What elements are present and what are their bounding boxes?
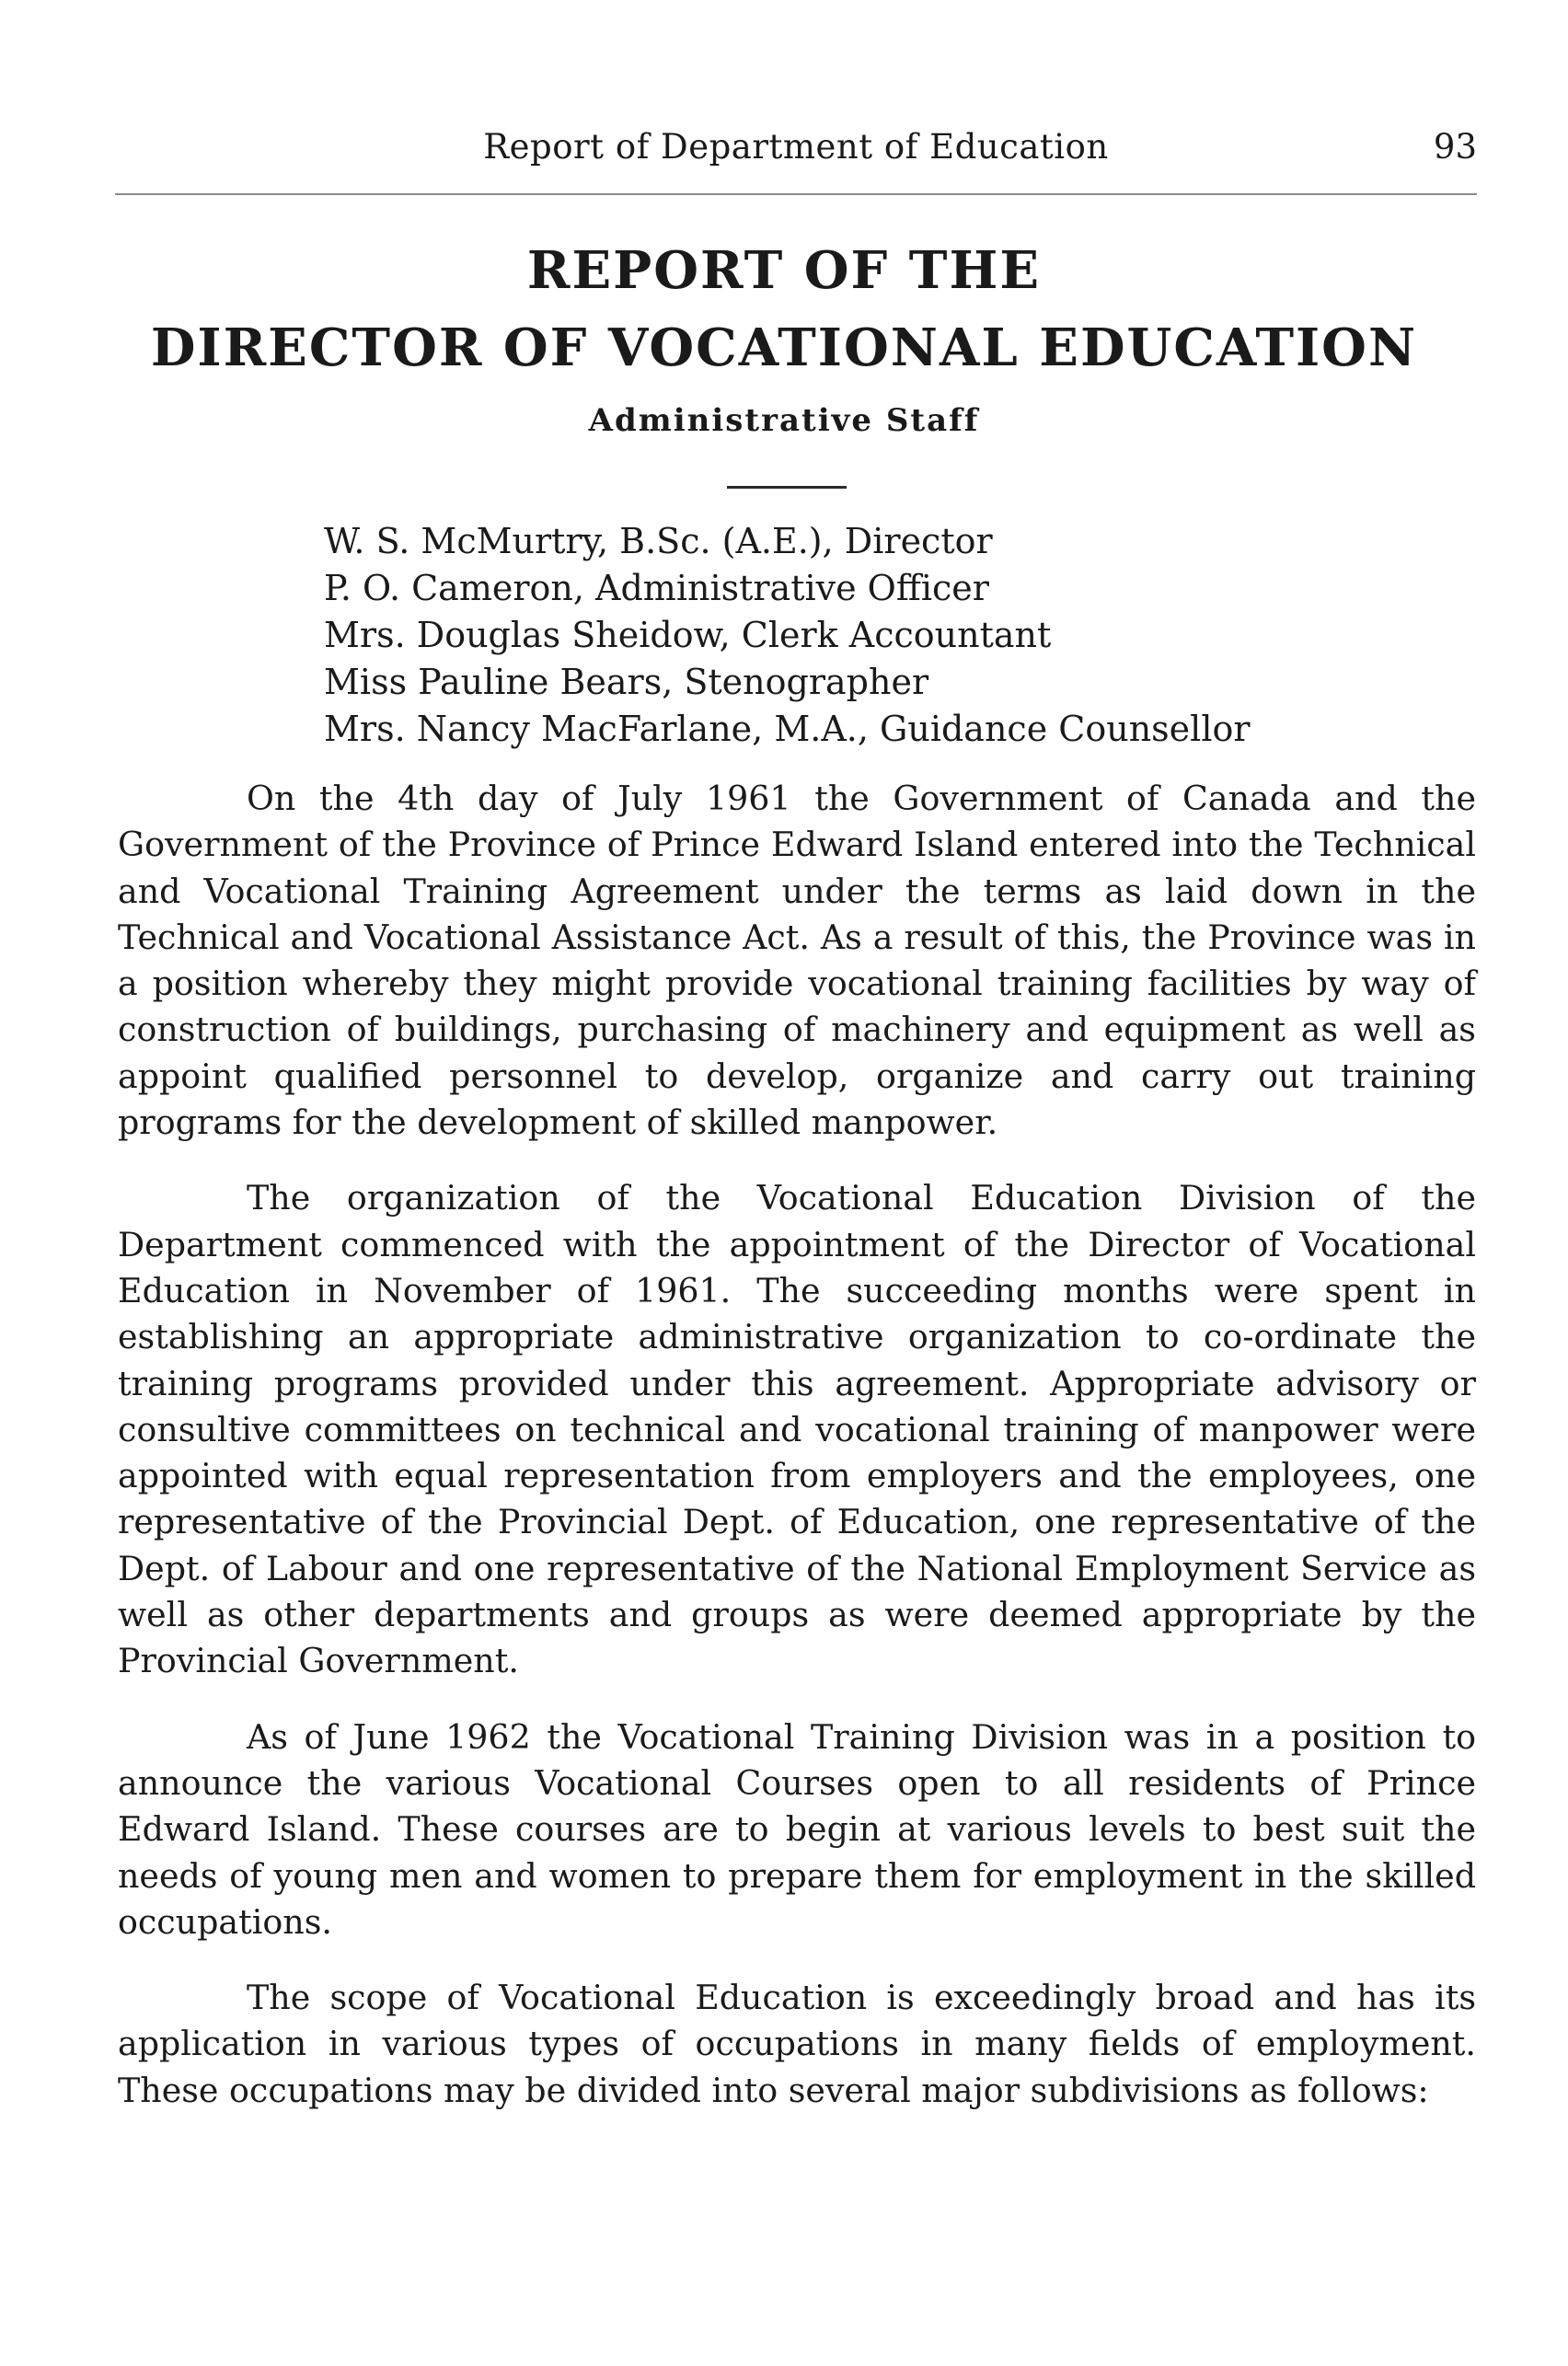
body-text bbox=[118, 776, 1476, 2143]
staff-member: W. S. McMurtry, B.Sc. (A.E.), Director bbox=[324, 521, 993, 561]
running-head bbox=[115, 127, 1477, 182]
paragraph: On the 4th day of July 1961 the Government of Canada and the Government of the Province of Prince Edward Island entered into the Technical and Vocational Training Agreement under the terms as laid down in the Technical and Vocational Assistance Act. As a result of this, the Province was in a position whereby they might provide vocational training facilities by way of construction of buildings, purchasing of machinery and equipment as well as appoint qualified personnel to develop, organize and carry out training programs for the development of skilled manpower. bbox=[118, 779, 1476, 1143]
section-subtitle: Administrative Staff bbox=[588, 402, 980, 439]
paragraph: As of June 1962 the Vocational Training Division was in a position to announce the various Vocational Courses open to all residents of Prince Edward Island. These courses are to begin at various levels to best suit the needs of young men and women to prepare them for employment in the skilled occupations. bbox=[118, 1716, 1476, 1942]
staff-list bbox=[324, 518, 1251, 753]
report-title-line-2: DIRECTOR OF VOCATIONAL EDUCATION bbox=[150, 317, 1418, 378]
staff-member: Mrs. Douglas Sheidow, Clerk Accountant bbox=[324, 615, 1052, 655]
page-number: 93 bbox=[1433, 127, 1477, 167]
running-title: Report of Department of Education bbox=[483, 127, 1109, 167]
separator-rule bbox=[727, 486, 847, 489]
paragraph: The organization of the Vocational Education Division of the Department commenced with the appointment of the Director of Vocational Education in November of 1961. The succeeding months were spent in establishing an appropriate administrative organization to co-ordinate the training programs provided under this agreement. Appropriate advisory or consultive committees on technical and vocational training of manpower were appointed with equal representation from employers and the employees, one representative of the Provincial Dept. of Education, one representative of the Dept. of Labour and one representative of the National Employment Service as well as other departments and groups as were deemed appropriate by the Provincial Government. bbox=[118, 1178, 1476, 1681]
staff-member: Mrs. Nancy MacFarlane, M.A., Guidance Counsellor bbox=[324, 709, 1251, 749]
staff-member: Miss Pauline Bears, Stenographer bbox=[324, 662, 929, 702]
staff-member: P. O. Cameron, Administrative Officer bbox=[324, 568, 989, 608]
header-rule bbox=[115, 193, 1477, 195]
paragraph: The scope of Vocational Education is exceedingly broad and has its application in various types of occupations in many fields of employment. These occupations may be divided into several major subdivisions as follows: bbox=[118, 1978, 1476, 2110]
report-title-line-1: REPORT OF THE bbox=[526, 240, 1042, 301]
